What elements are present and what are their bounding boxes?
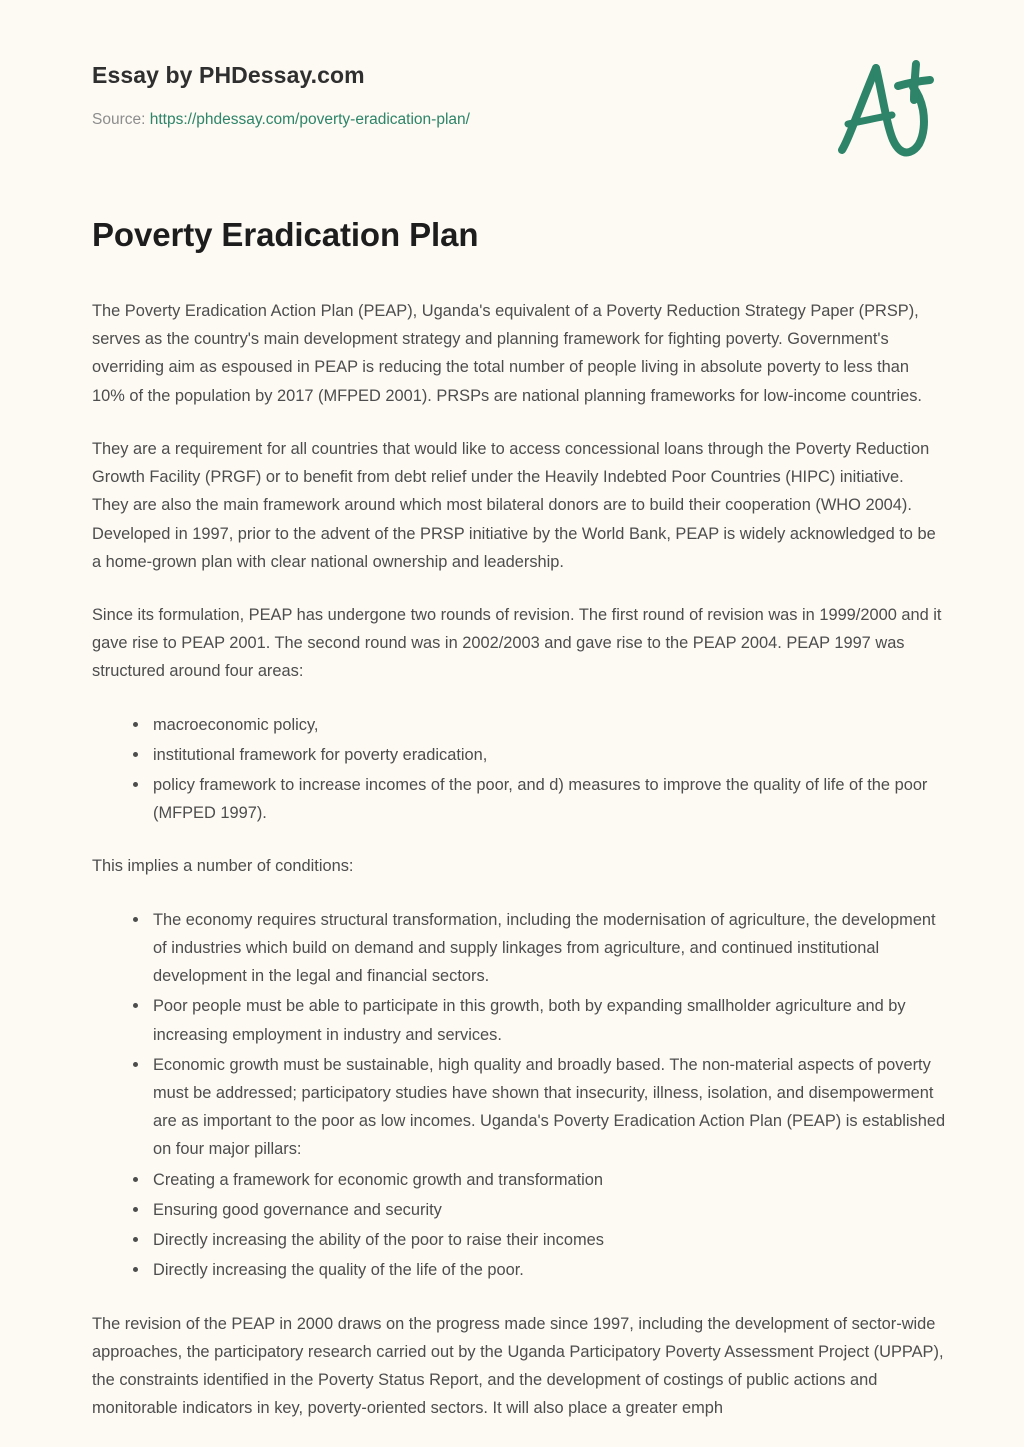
a-plus-logo [826, 52, 946, 162]
brand-title: Essay by PHDessay.com [92, 62, 365, 88]
list-item: Creating a framework for economic growth and transformation [133, 1166, 946, 1194]
list-item: macroeconomic policy, [133, 711, 946, 739]
page-title: Poverty Eradication Plan [92, 215, 479, 253]
list-item: Economic growth must be sustainable, high quality and broadly based. The non-material aspects of poverty must be addressed; participatory studies have shown that insecurity, illness, isolation, and disempowerment are as important to the poor as low incomes. Uganda's Poverty Eradication Action Plan (PEAP) is established on four major pillars: [133, 1051, 946, 1164]
body-paragraph: The revision of the PEAP in 2000 draws on the progress made since 1997, including the development of sector-wide approaches, the participatory research carried out by the Uganda Participatory Poverty Assessment Project (UPPAP), the constraints identified in the Poverty Status Report, and the development of costings of public actions and monitorable indicators in key, poverty-oriented sectors. It will also place a greater emph [92, 1314, 944, 1418]
bullet-list [92, 906, 946, 1285]
source-line [92, 110, 946, 130]
list-item: institutional framework for poverty eradication, [133, 741, 946, 769]
source-url-link[interactable]: https://phdessay.com/poverty-eradication-plan/ [149, 110, 470, 128]
list-item: Ensuring good governance and security [133, 1196, 946, 1224]
body-paragraph: This implies a number of conditions: [92, 857, 354, 876]
source-label: Source: [92, 110, 146, 128]
list-item: policy framework to increase incomes of the poor, and d) measures to improve the quality of life of the poor (MFPED 1997). [133, 771, 946, 827]
body-paragraph: They are a requirement for all countries that would like to access concessional loans through the Poverty Reduction Growth Facility (PRGF) or to benefit from debt relief under the Heavily Indebted Poor Countries (HIPC) initiative. They are also the main framework around which most bilateral donors are to build their cooperation (WHO 2004). Developed in 1997, prior to the advent of the PRSP initiative by the World Bank, PEAP is widely acknowledged to be a home-grown plan with clear national ownership and leadership. [92, 439, 936, 571]
page-header [92, 0, 946, 130]
list-item: The economy requires structural transformation, including the modernisation of agriculture, the development of industries which build on demand and supply linkages from agriculture, and continued institutional development in the legal and financial sectors. [133, 906, 946, 991]
bullet-list [92, 711, 946, 828]
list-item: Poor people must be able to participate in this growth, both by expanding smallholder agriculture and by increasing employment in industry and services. [133, 992, 946, 1048]
body-paragraph: Since its formulation, PEAP has undergone two rounds of revision. The first round of revision was in 1999/2000 and it gave rise to PEAP 2001. The second round was in 2002/2003 and gave rise to the PEAP 2004. PEAP 1997 was structured around four areas: [92, 605, 942, 681]
list-item: Directly increasing the quality of the life of the poor. [133, 1256, 946, 1284]
list-item: Directly increasing the ability of the poor to raise their incomes [133, 1226, 946, 1254]
a-plus-logo-icon [826, 52, 946, 162]
body-paragraph: The Poverty Eradication Action Plan (PEAP), Uganda's equivalent of a Poverty Reduction Strategy Paper (PRSP), serves as the country's main development strategy and planning framework for fighting poverty. Government's overriding aim as espoused in PEAP is reducing the total number of people living in absolute poverty to less than 10% of the population by 2017 (MFPED 2001). PRSPs are national planning frameworks for low-income countries. [92, 301, 922, 405]
essay-body [92, 255, 946, 1447]
